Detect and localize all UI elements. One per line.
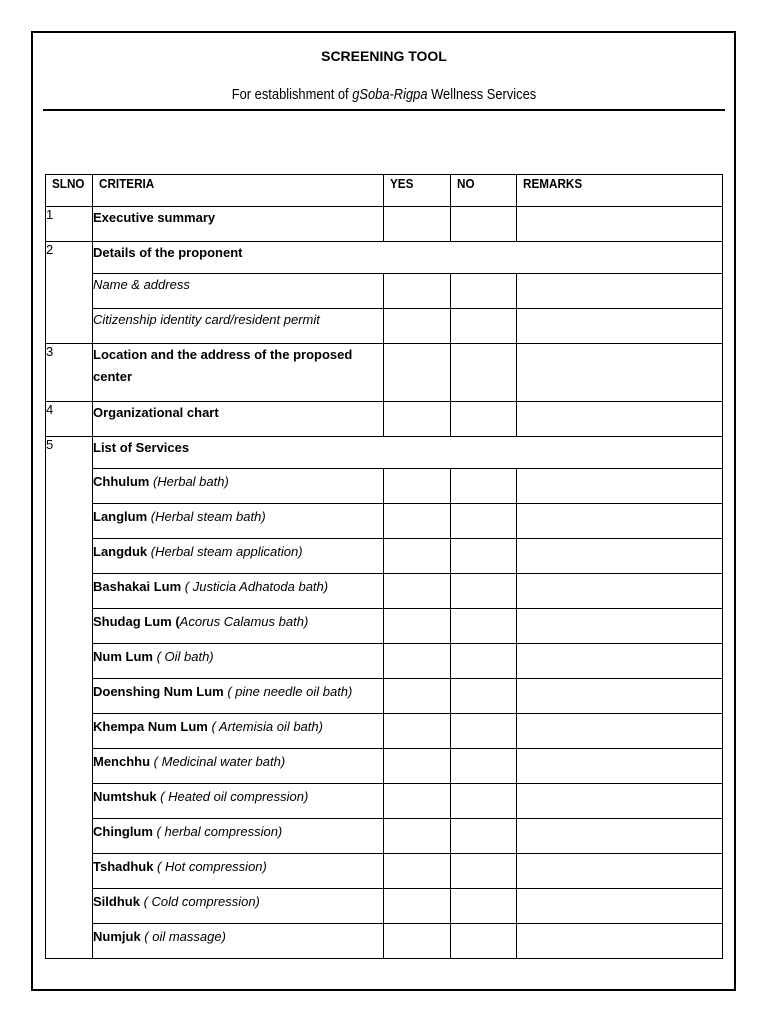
service-criteria: Tshadhuk ( Hot compression): [93, 854, 384, 889]
no-cell[interactable]: [451, 644, 517, 679]
no-cell[interactable]: [451, 344, 517, 402]
no-cell[interactable]: [451, 574, 517, 609]
remarks-cell[interactable]: [517, 679, 723, 714]
remarks-cell[interactable]: [517, 402, 723, 437]
service-criteria: Num Lum ( Oil bath): [93, 644, 384, 679]
no-cell[interactable]: [451, 402, 517, 437]
service-criteria: Doenshing Num Lum ( pine needle oil bath): [93, 679, 384, 714]
section-heading: List of Services: [93, 437, 723, 469]
criteria-cell: Location and the address of the proposed center: [93, 344, 384, 402]
no-cell[interactable]: [451, 819, 517, 854]
yes-cell[interactable]: [384, 469, 451, 504]
row-number: 1: [46, 207, 93, 242]
table-row: [46, 242, 723, 274]
row-number: 4: [46, 402, 93, 437]
service-row: [46, 714, 723, 749]
service-criteria: Chhulum (Herbal bath): [93, 469, 384, 504]
yes-cell[interactable]: [384, 344, 451, 402]
column-header-slno: SLNO: [46, 175, 93, 207]
no-cell[interactable]: [451, 609, 517, 644]
service-criteria: Langlum (Herbal steam bath): [93, 504, 384, 539]
remarks-cell[interactable]: [517, 609, 723, 644]
row-number: 5: [46, 437, 93, 959]
remarks-cell[interactable]: [517, 309, 723, 344]
table-row: [46, 402, 723, 437]
yes-cell[interactable]: [384, 274, 451, 309]
yes-cell[interactable]: [384, 819, 451, 854]
remarks-cell[interactable]: [517, 274, 723, 309]
column-header-remarks: REMARKS: [517, 175, 723, 207]
subtitle-suffix: Wellness Services: [427, 86, 537, 103]
yes-cell[interactable]: [384, 854, 451, 889]
criteria-cell: Citizenship identity card/resident permit: [93, 309, 384, 344]
remarks-cell[interactable]: [517, 819, 723, 854]
remarks-cell[interactable]: [517, 469, 723, 504]
table-row: [46, 344, 723, 402]
yes-cell[interactable]: [384, 309, 451, 344]
service-criteria: Langduk (Herbal steam application): [93, 539, 384, 574]
yes-cell[interactable]: [384, 714, 451, 749]
service-criteria: Chinglum ( herbal compression): [93, 819, 384, 854]
subtitle-prefix: For establishment of: [231, 86, 353, 103]
remarks-cell[interactable]: [517, 784, 723, 819]
service-row: [46, 819, 723, 854]
table-row: [46, 207, 723, 242]
remarks-cell[interactable]: [517, 539, 723, 574]
remarks-cell[interactable]: [517, 574, 723, 609]
table-header-row: [46, 175, 723, 207]
criteria-cell: Organizational chart: [93, 402, 384, 437]
no-cell[interactable]: [451, 784, 517, 819]
table-row: [46, 437, 723, 469]
criteria-cell: Executive summary: [93, 207, 384, 242]
document-subtitle: [54, 86, 714, 103]
remarks-cell[interactable]: [517, 749, 723, 784]
remarks-cell[interactable]: [517, 504, 723, 539]
yes-cell[interactable]: [384, 889, 451, 924]
service-row: [46, 644, 723, 679]
service-row: [46, 609, 723, 644]
no-cell[interactable]: [451, 504, 517, 539]
remarks-cell[interactable]: [517, 924, 723, 959]
yes-cell[interactable]: [384, 924, 451, 959]
service-row: [46, 749, 723, 784]
remarks-cell[interactable]: [517, 644, 723, 679]
yes-cell[interactable]: [384, 749, 451, 784]
column-header-yes: YES: [384, 175, 451, 207]
service-row: [46, 854, 723, 889]
service-criteria: Bashakai Lum ( Justicia Adhatoda bath): [93, 574, 384, 609]
service-row: [46, 574, 723, 609]
service-criteria: Sildhuk ( Cold compression): [93, 889, 384, 924]
yes-cell[interactable]: [384, 679, 451, 714]
service-criteria: Numjuk ( oil massage): [93, 924, 384, 959]
service-criteria: Khempa Num Lum ( Artemisia oil bath): [93, 714, 384, 749]
column-header-no: NO: [451, 175, 517, 207]
remarks-cell[interactable]: [517, 714, 723, 749]
yes-cell[interactable]: [384, 207, 451, 242]
no-cell[interactable]: [451, 207, 517, 242]
row-number: 3: [46, 344, 93, 402]
service-row: [46, 784, 723, 819]
service-row: [46, 539, 723, 574]
service-criteria: Menchhu ( Medicinal water bath): [93, 749, 384, 784]
no-cell[interactable]: [451, 274, 517, 309]
yes-cell[interactable]: [384, 609, 451, 644]
yes-cell[interactable]: [384, 504, 451, 539]
no-cell[interactable]: [451, 679, 517, 714]
no-cell[interactable]: [451, 714, 517, 749]
section-heading: Details of the proponent: [93, 242, 723, 274]
no-cell[interactable]: [451, 889, 517, 924]
service-row: [46, 504, 723, 539]
service-row: [46, 469, 723, 504]
remarks-cell[interactable]: [517, 344, 723, 402]
yes-cell[interactable]: [384, 784, 451, 819]
remarks-cell[interactable]: [517, 207, 723, 242]
table-row: [46, 309, 723, 344]
header-rule: [43, 109, 725, 111]
row-number: 2: [46, 242, 93, 344]
no-cell[interactable]: [451, 469, 517, 504]
yes-cell[interactable]: [384, 574, 451, 609]
service-row: [46, 924, 723, 959]
table-row: [46, 274, 723, 309]
document-title: SCREENING TOOL: [321, 48, 447, 64]
service-row: [46, 889, 723, 924]
yes-cell[interactable]: [384, 539, 451, 574]
no-cell[interactable]: [451, 309, 517, 344]
screening-table: [45, 174, 723, 959]
yes-cell[interactable]: [384, 402, 451, 437]
column-header-criteria: CRITERIA: [93, 175, 384, 207]
no-cell[interactable]: [451, 924, 517, 959]
remarks-cell[interactable]: [517, 854, 723, 889]
service-row: [46, 679, 723, 714]
no-cell[interactable]: [451, 539, 517, 574]
remarks-cell[interactable]: [517, 889, 723, 924]
service-criteria: Shudag Lum (Acorus Calamus bath): [93, 609, 384, 644]
no-cell[interactable]: [451, 749, 517, 784]
criteria-cell: Name & address: [93, 274, 384, 309]
yes-cell[interactable]: [384, 644, 451, 679]
service-criteria: Numtshuk ( Heated oil compression): [93, 784, 384, 819]
no-cell[interactable]: [451, 854, 517, 889]
subtitle-italic: gSoba-Rigpa: [352, 86, 428, 103]
